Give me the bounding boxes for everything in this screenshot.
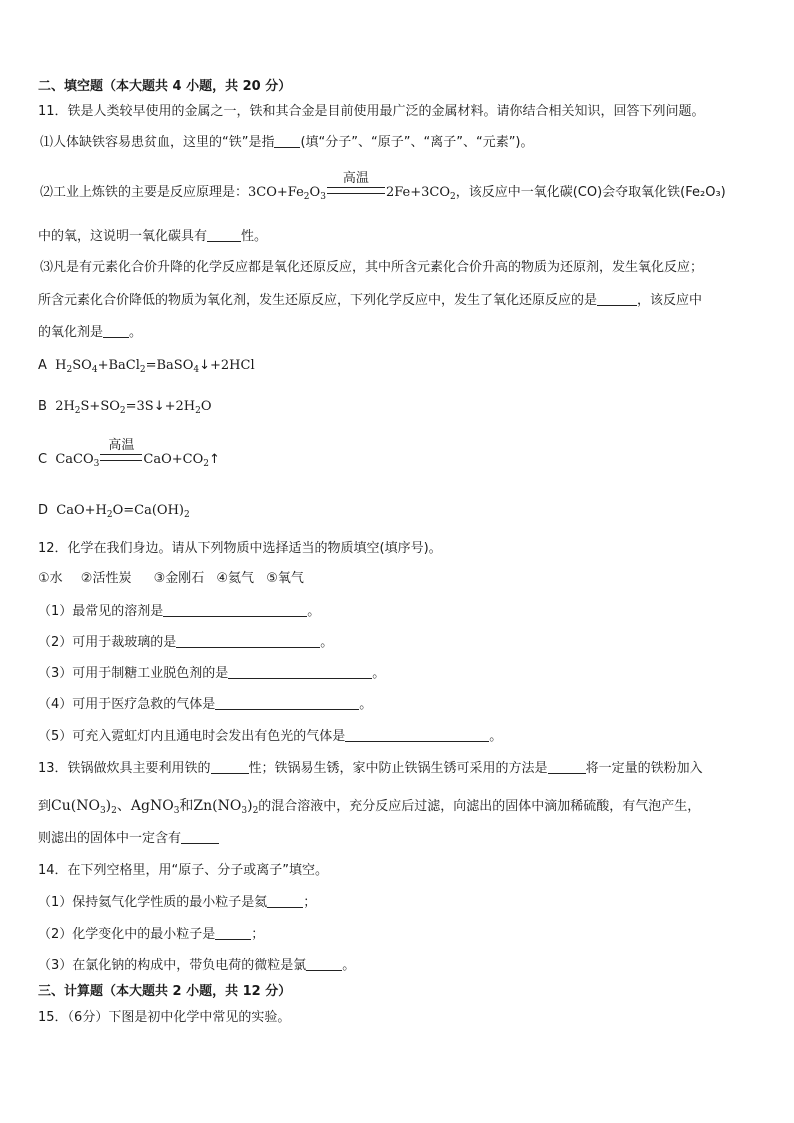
answer-blank[interactable] bbox=[215, 696, 359, 710]
q14-item bbox=[38, 926, 264, 944]
section3-heading: 三、计算题（本大题共 2 小题，共 12 分） bbox=[38, 984, 292, 999]
q14-item-end: 。 bbox=[342, 958, 356, 973]
q12-item-end: 。 bbox=[489, 729, 503, 744]
q12-item-text: （3）可用于制糖工业脱色剂的是 bbox=[38, 666, 229, 681]
q12-item-end: 。 bbox=[359, 697, 373, 712]
answer-blank[interactable] bbox=[103, 324, 129, 338]
q11-part3-line2-tail: ，该反应中 bbox=[637, 293, 703, 308]
q13-salts: $Cu(NO_3)_2$、AgNO$_3$和$Zn(NO_3)_2$ bbox=[51, 798, 259, 816]
condition-label: 高温 bbox=[342, 171, 369, 186]
q12-item bbox=[38, 728, 502, 746]
option-c[interactable] bbox=[38, 438, 220, 469]
q11-part2-line2-tail: 性。 bbox=[241, 229, 268, 244]
q13-line1 bbox=[38, 760, 703, 778]
q12-choice: ③金刚石 bbox=[153, 571, 205, 586]
option-c-label: C bbox=[38, 452, 48, 467]
q11-part2-line2-text: 中的氧，这说明一氧化碳具有 bbox=[38, 229, 208, 244]
q12-item-end: 。 bbox=[320, 635, 334, 650]
answer-blank[interactable] bbox=[345, 728, 489, 742]
q13-text: 到 bbox=[38, 799, 52, 814]
q11-part2-line2 bbox=[38, 228, 267, 246]
q11-part3-line3-tail: 。 bbox=[129, 325, 143, 340]
q11-part3-line2 bbox=[38, 292, 702, 310]
option-d[interactable] bbox=[38, 502, 190, 520]
q11-part3-line3-text: 的氧化剂是 bbox=[38, 325, 104, 340]
q14-item bbox=[38, 894, 316, 912]
q11-part3-line3 bbox=[38, 324, 142, 342]
q12-item bbox=[38, 634, 333, 652]
answer-blank[interactable] bbox=[207, 228, 241, 242]
answer-blank[interactable] bbox=[548, 760, 586, 774]
q12-item-text: （1）最常见的溶剂是 bbox=[38, 604, 164, 619]
option-d-label: D bbox=[38, 503, 49, 518]
q13-text: 13．铁锅做炊具主要利用铁的 bbox=[38, 761, 211, 776]
option-a[interactable] bbox=[38, 357, 255, 375]
q13-text: 则滤出的固体中一定含有 bbox=[38, 831, 182, 846]
q11-part2-text: ⑵工业上炼铁的主要是反应原理是： bbox=[40, 185, 249, 200]
answer-blank[interactable] bbox=[215, 926, 251, 940]
q12-item-text: （4）可用于医疗急救的气体是 bbox=[38, 697, 216, 712]
q11-part1 bbox=[40, 134, 534, 152]
q14-item-text: （2）化学变化中的最小粒子是 bbox=[38, 927, 216, 942]
q13-line3 bbox=[38, 830, 219, 848]
section2-heading: 二、填空题（本大题共 4 小题，共 20 分） bbox=[38, 79, 292, 94]
q13-text: 性；铁锅易生锈，家中防止铁锅生锈可采用的方法是 bbox=[248, 761, 548, 776]
answer-blank[interactable] bbox=[181, 830, 219, 844]
reaction-condition bbox=[327, 171, 385, 196]
q11-part2 bbox=[40, 171, 726, 202]
option-b[interactable] bbox=[38, 398, 212, 416]
reaction-condition bbox=[100, 438, 142, 463]
q11-stem: 11．铁是人类较早使用的金属之一，铁和其合金是目前使用最广泛的金属材料。请你结合相关知识，回答下列问题。 bbox=[38, 104, 705, 119]
condition-label: 高温 bbox=[108, 438, 135, 453]
answer-blank[interactable] bbox=[211, 760, 249, 774]
q13-line2 bbox=[38, 797, 700, 816]
q12-choice: ①水 bbox=[38, 571, 63, 586]
answer-blank[interactable] bbox=[306, 957, 342, 971]
q12-item-end: 。 bbox=[372, 666, 386, 681]
q12-choice: ④氦气 bbox=[216, 571, 255, 586]
q14-item-text: （1）保持氦气化学性质的最小粒子是氦 bbox=[38, 895, 268, 910]
q14-item-end: ； bbox=[303, 895, 317, 910]
answer-blank[interactable] bbox=[176, 634, 320, 648]
q14-stem: 14．在下列空格里，用“原子、分子或离子”填空。 bbox=[38, 863, 329, 878]
q15-stem: 15．（6分）下图是初中化学中常见的实验。 bbox=[38, 1010, 291, 1025]
q11-part3-line2-text: 所含元素化合价降低的物质为氧化剂，发生还原反应，下列化学反应中，发生了氧化还原反应的是 bbox=[38, 293, 598, 308]
q12-item bbox=[38, 696, 372, 714]
answer-blank[interactable] bbox=[228, 665, 372, 679]
q12-stem: 12．化学在我们身边。请从下列物质中选择适当的物质填空(填序号)。 bbox=[38, 541, 442, 556]
option-d-equation: $CaO+H_2O=Ca(OH)_2$ bbox=[56, 503, 190, 520]
option-b-equation: $2H_2S+SO_2=3S↓+2H_2O$ bbox=[55, 399, 212, 416]
q13-text: 将一定量的铁粉加入 bbox=[585, 761, 703, 776]
q14-item-text: （3）在氯化钠的构成中，带负电荷的微粒是氯 bbox=[38, 958, 307, 973]
q12-item bbox=[38, 665, 385, 683]
q14-item bbox=[38, 957, 355, 975]
q11-part1-tail: (填“分子”、“原子”、“离子”、“元素”)。 bbox=[300, 135, 534, 150]
q12-item-text: （2）可用于裁玻璃的是 bbox=[38, 635, 177, 650]
option-a-equation: $H_2SO_4+BaCl_2=BaSO_4↓+2HCl$ bbox=[55, 358, 255, 375]
q14-item-end: ； bbox=[251, 927, 265, 942]
option-a-label: A bbox=[38, 358, 47, 373]
answer-blank[interactable] bbox=[267, 894, 303, 908]
answer-blank[interactable] bbox=[274, 134, 300, 148]
q12-choice: ②活性炭 bbox=[80, 571, 132, 586]
q12-item-end: 。 bbox=[307, 604, 321, 619]
answer-blank[interactable] bbox=[597, 292, 637, 306]
option-c-products: $CaO+CO_2↑$ bbox=[143, 452, 220, 469]
q11-part1-text: ⑴人体缺铁容易患贫血，这里的“铁”是指 bbox=[40, 135, 275, 150]
q12-item-text: （5）可充入霓虹灯内且通电时会发出有色光的气体是 bbox=[38, 729, 346, 744]
q13-text: 的混合溶液中，充分反应后过滤，向滤出的固体中滴加稀硫酸，有气泡产生， bbox=[258, 799, 701, 814]
q11-part3-line1: ⑶凡是有元素化合价升降的化学反应都是氧化还原反应，其中所含元素化合价升高的物质为还原剂，发生氧化反应； bbox=[40, 260, 704, 275]
option-b-label: B bbox=[38, 399, 47, 414]
q12-choice: ⑤氧气 bbox=[266, 571, 304, 586]
q12-item bbox=[38, 603, 320, 621]
equation-reactants: $3CO+Fe_2O_3$ bbox=[248, 185, 326, 202]
option-c-reactant: CaCO$_3$ bbox=[55, 452, 100, 469]
q12-choices bbox=[38, 570, 304, 588]
q11-part2-tail: ，该反应中一氧化碳(CO)会夺取氧化铁(Fe₂O₃) bbox=[455, 185, 726, 200]
equation-products: $2Fe+3CO_2$ bbox=[385, 185, 456, 202]
answer-blank[interactable] bbox=[163, 603, 307, 617]
